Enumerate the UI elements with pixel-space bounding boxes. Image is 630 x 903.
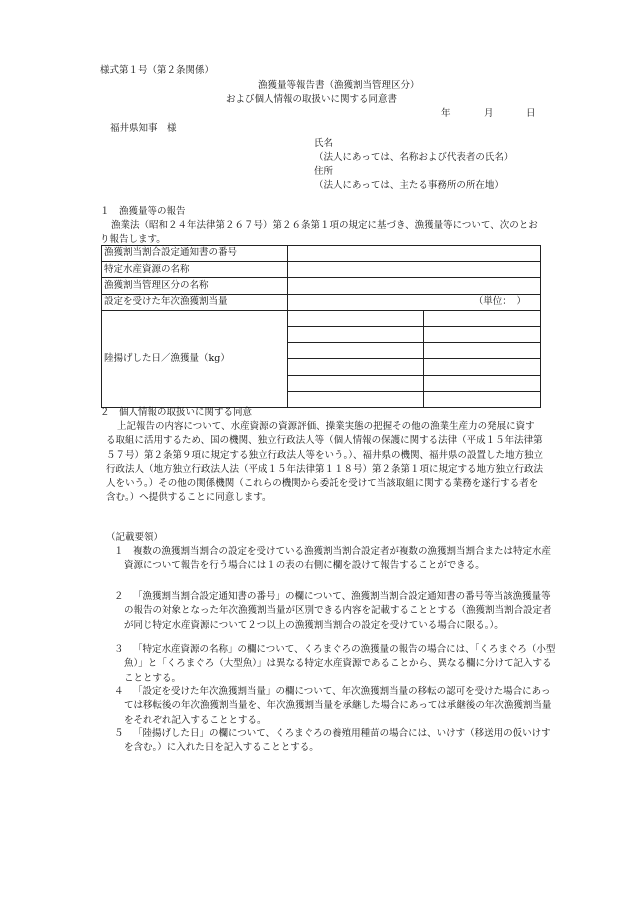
- landing-date-cell[interactable]: [287, 359, 424, 375]
- note-item: 「特定水産資源の名称」の欄について、くろまぐろの漁獲量の報告の場合には、「くろまぐろ（小型魚）」と「くろまぐろ（大型魚）」は異なる特定水産資源であることから、異なる欄に分けて記入することとする。: [124, 644, 556, 684]
- note-item: 「漁獲割当割合設定通知書の番号」の欄について、漁獲割当割合設定通知書の番号等当該漁獲量等の報告の対象となった年次漁獲割当量が区別できる内容を記載することとする（漁獲割当割合設定者が同じ特定水産資源について２つ以上の漁獲割当割合の設定を受けている場合に限る。）。: [124, 591, 552, 631]
- landing-date-cell[interactable]: [287, 375, 424, 391]
- table-row: [102, 294, 541, 310]
- section2-heading: ２ 個人情報の取扱いに関する同意: [100, 407, 253, 418]
- resource-name-field[interactable]: [287, 262, 540, 278]
- management-category-label: 漁獲割当管理区分の名称: [102, 278, 288, 294]
- note-item: 複数の漁獲割当割合の設定を受けている漁獲割当割合設定者が複数の漁獲割当割合または特定水産資源について報告を行う場合には１の表の右側に欄を設けて報告することができる。: [124, 546, 552, 572]
- note-item: 「設定を受けた年次漁獲割当量」の欄について、年次漁獲割当量の移転の認可を受けた場合にあっては移転後の年次漁獲割当量を、年次漁獲割当量を承継した場合にあっては承継後の年次漁獲割当量をそれぞれ記入することとする。: [124, 686, 552, 726]
- section1-intro: 漁業法（昭和２４年法律第２６７号）第２６条第１項の規定に基づき、漁獲量等について、次のとおり報告します。: [100, 220, 538, 246]
- applicant-address-note: （法人にあっては、主たる事務所の所在地）: [314, 180, 504, 191]
- resource-name-label: 特定水産資源の名称: [102, 262, 288, 278]
- catch-amount-cell[interactable]: [424, 326, 541, 342]
- catch-amount-cell[interactable]: [424, 359, 541, 375]
- note-number: ５: [114, 728, 124, 739]
- form-number: 様式第１号（第２条関係）: [100, 65, 215, 76]
- note-number: ４: [114, 686, 124, 697]
- report-table: [101, 245, 541, 408]
- landing-date-catch-label: 陸揚げした日／漁獲量（kg）: [102, 310, 288, 407]
- notes-heading: （記載要領）: [106, 532, 164, 543]
- form-title: 漁獲量等報告書（漁獲割当管理区分）: [258, 80, 420, 91]
- applicant-name-note: （法人にあっては、名称および代表者の氏名）: [314, 152, 514, 163]
- form-subtitle: および個人情報の取扱いに関する同意書: [226, 94, 398, 105]
- annual-quota-field[interactable]: （単位： ）: [287, 294, 540, 310]
- notification-number-label: 漁獲割当割合設定通知書の番号: [102, 246, 288, 262]
- table-row: [102, 262, 541, 278]
- applicant-address-label: 住所: [314, 166, 334, 177]
- note-number: ３: [114, 644, 124, 655]
- notification-number-field[interactable]: [287, 246, 540, 262]
- catch-amount-cell[interactable]: [424, 310, 541, 326]
- section1-heading: １ 漁獲量等の報告: [100, 206, 186, 217]
- catch-amount-cell[interactable]: [424, 375, 541, 391]
- table-row: [102, 278, 541, 294]
- landing-date-cell[interactable]: [287, 391, 424, 407]
- note-item: 「陸揚げした日」の欄について、くろまぐろの養殖用種苗の場合には、いけす（移送用の仮いけすを含む。）に入れた日を記入することとする。: [124, 728, 551, 754]
- table-row: [102, 310, 541, 326]
- date-month-label: 月: [484, 108, 494, 119]
- date-year-label: 年: [441, 108, 451, 119]
- note-number: ２: [114, 591, 124, 602]
- applicant-name-label: 氏名: [314, 138, 334, 149]
- addressee: 福井県知事 様: [110, 123, 177, 134]
- table-row: [102, 246, 541, 262]
- landing-date-cell[interactable]: [287, 310, 424, 326]
- date-day-label: 日: [526, 108, 536, 119]
- catch-amount-cell[interactable]: [424, 343, 541, 359]
- note-number: １: [114, 546, 124, 557]
- annual-quota-label: 設定を受けた年次漁獲割当量: [102, 294, 288, 310]
- section2-body: 上記報告の内容について、水産資源の資源評価、操業実態の把握その他の漁業生産力の発展に資する取組に活用するため、国の機関、独立行政法人等（個人情報の保護に関する法律（平成１５年法律第５７号）第２条第９項に規定する独立行政法人等をいう。）、福井県の機関、福井県の設置した地方独立行政法人（地方独立行政法人法（平成１５年法律第１１８号）第２条第１項に規定する地方独立行政法人をいう。）その他の関係機関（これらの機関から委託を受けて当該取組に関する業務を遂行する者を含む。）へ提供することに同意します。: [106, 421, 544, 504]
- landing-date-cell[interactable]: [287, 343, 424, 359]
- catch-amount-cell[interactable]: [424, 391, 541, 407]
- landing-date-cell[interactable]: [287, 326, 424, 342]
- management-category-field[interactable]: [287, 278, 540, 294]
